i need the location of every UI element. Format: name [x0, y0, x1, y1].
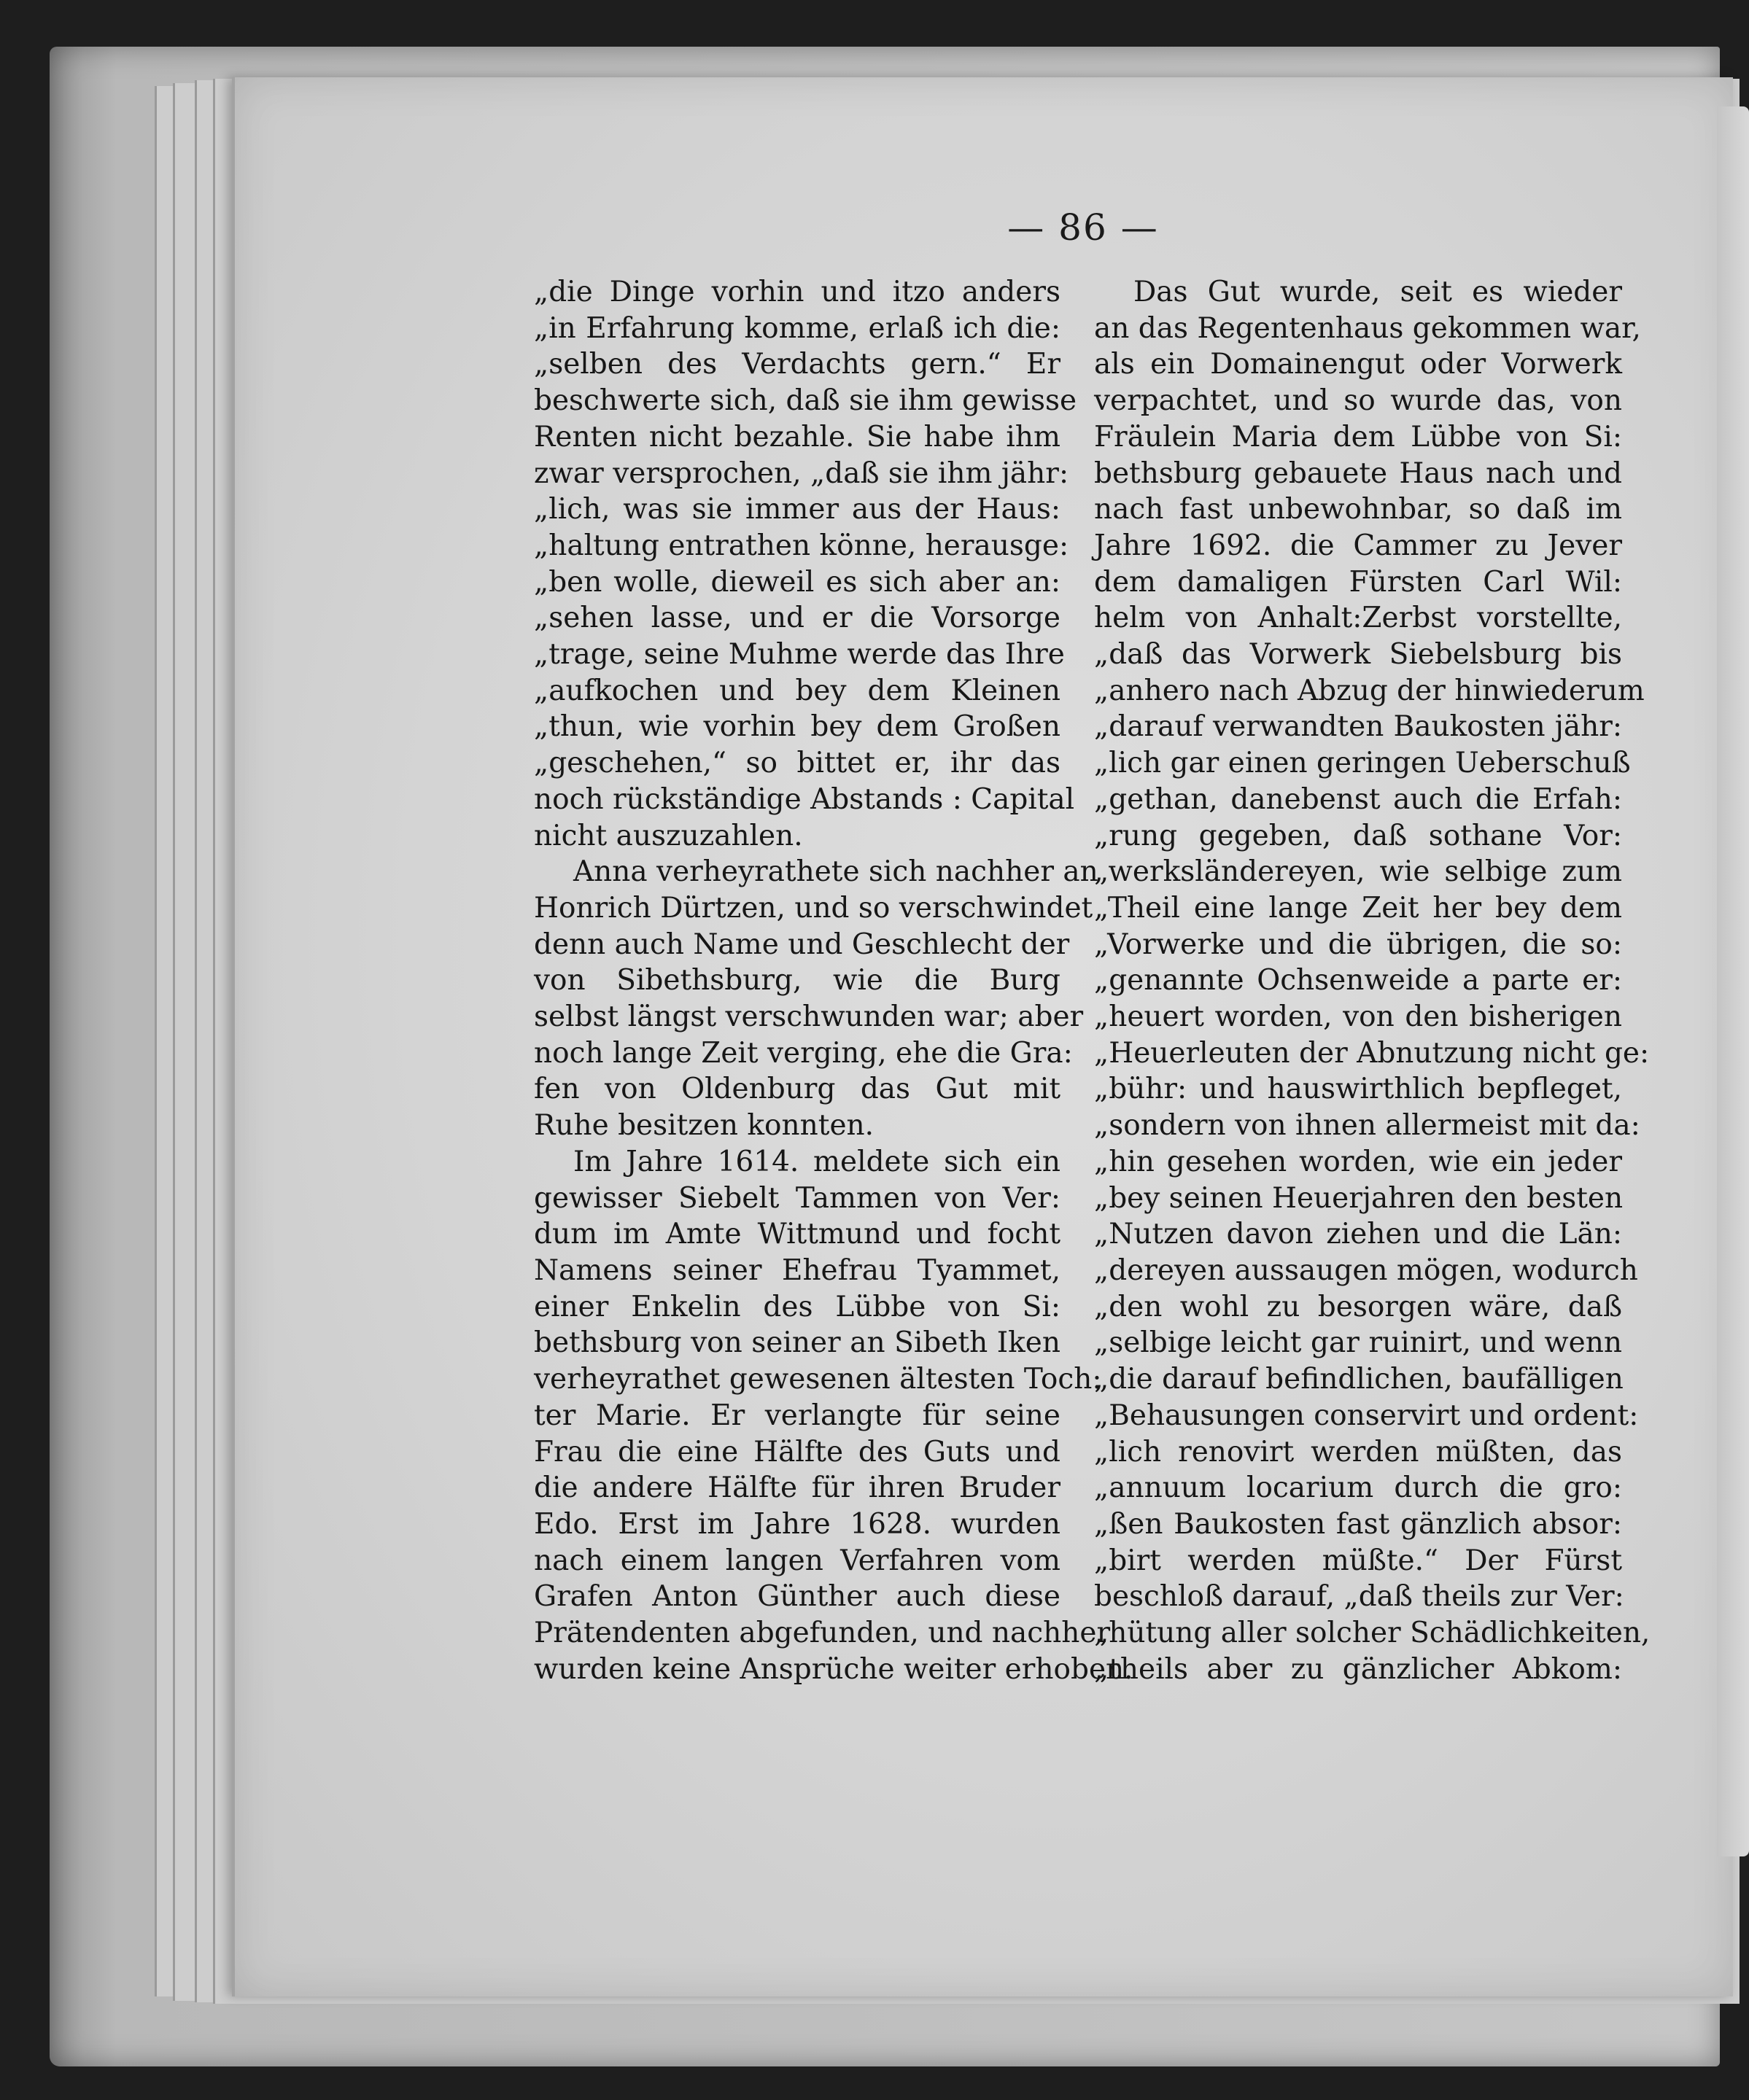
text-line: beschwerte sich, daß sie ihm gewisse	[534, 384, 1077, 418]
text-column-right	[1094, 274, 1651, 1687]
text-line: Edo. Erst im Jahre 1628. wurden	[534, 1507, 1060, 1541]
text-line: einer Enkelin des Lübbe von Si:	[534, 1290, 1060, 1323]
text-line: gewisser Siebelt Tammen von Ver:	[534, 1181, 1060, 1215]
text-line: „ßen Baukosten fast gänzlich absor:	[1094, 1507, 1622, 1541]
text-line: wurden keine Ansprüche weiter erhoben.	[534, 1652, 1133, 1686]
text-line: „geschehen,“ so bittet er, ihr das	[534, 747, 1060, 780]
text-line: „Nutzen davon ziehen und die Län:	[1094, 1218, 1622, 1251]
text-line: „dereyen aussaugen mögen, wodurch	[1094, 1253, 1638, 1287]
text-line: „lich, was sie immer aus der Haus:	[534, 493, 1060, 526]
text-line: „Behausungen conservirt und ordent:	[1094, 1399, 1639, 1432]
text-line: „gethan, danebenst auch die Erfah:	[1094, 782, 1622, 816]
text-line: „lich gar einen geringen Ueberschuß	[1094, 747, 1631, 780]
page-fore-edge	[1717, 106, 1749, 1856]
text-line: selbst längst verschwunden war; aber	[534, 1000, 1084, 1034]
text-line: „trage, seine Muhme werde das Ihre	[534, 638, 1065, 672]
text-line: „thun, wie vorhin bey dem Großen	[534, 710, 1060, 744]
text-line: „darauf verwandten Baukosten jähr:	[1094, 710, 1622, 744]
text-line: Anna verheyrathete sich nachher an	[573, 855, 1098, 889]
text-line: dum im Amte Wittmund und focht	[534, 1218, 1060, 1251]
text-line: „lich renovirt werden müßten, das	[1094, 1435, 1622, 1469]
text-line: fen von Oldenburg das Gut mit	[534, 1073, 1060, 1106]
text-line: ter Marie. Er verlangte für seine	[534, 1399, 1060, 1432]
text-line: „hin gesehen worden, wie ein jeder	[1094, 1145, 1622, 1178]
text-line: bethsburg gebauete Haus nach und	[1094, 456, 1622, 490]
text-line: „Theil eine lange Zeit her bey dem	[1094, 891, 1622, 925]
text-line: Namens seiner Ehefrau Tyammet,	[534, 1253, 1060, 1287]
text-line: „hütung aller solcher Schädlichkeiten,	[1094, 1617, 1651, 1650]
text-column-left	[534, 274, 1133, 1687]
text-line: „haltung entrathen könne, herausge:	[534, 529, 1069, 562]
text-line: „genannte Ochsenweide a parte er:	[1094, 964, 1622, 998]
text-line: „ben wolle, dieweil es sich aber an:	[534, 565, 1060, 599]
text-line: nach fast unbewohnbar, so daß im	[1094, 493, 1622, 526]
text-line: „die darauf befindlichen, baufälligen	[1094, 1363, 1624, 1396]
text-line: „bey seinen Heuerjahren den besten	[1094, 1181, 1624, 1215]
text-line: „sehen lasse, und er die Vorsorge	[534, 602, 1060, 635]
text-line: Renten nicht bezahle. Sie habe ihm	[534, 420, 1060, 454]
text-line: „rung gegeben, daß sothane Vor:	[1094, 819, 1622, 852]
page-number: — 86 —	[1007, 206, 1159, 249]
text-line: nicht auszuzahlen.	[534, 819, 803, 852]
text-line: „werksländereyen, wie selbige zum	[1094, 855, 1622, 889]
text-line: denn auch Name und Geschlecht der	[534, 928, 1070, 961]
text-line: „in Erfahrung komme, erlaß ich die:	[534, 311, 1060, 345]
text-line: „Heuerleuten der Abnutzung nicht ge:	[1094, 1036, 1650, 1070]
text-line: Prätendenten abgefunden, und nachher	[534, 1617, 1111, 1650]
text-line: helm von Anhalt:Zerbst vorstellte,	[1094, 602, 1622, 635]
text-line: Jahre 1692. die Cammer zu Jever	[1094, 529, 1622, 562]
text-line: „daß das Vorwerk Siebelsburg bis	[1094, 638, 1622, 672]
text-line: beschloß darauf, „daß theils zur Ver:	[1094, 1580, 1624, 1614]
text-line: „die Dinge vorhin und itzo anders	[534, 276, 1060, 308]
text-line: von Sibethsburg, wie die Burg	[534, 964, 1060, 998]
text-line: als ein Domainengut oder Vorwerk	[1094, 348, 1622, 381]
text-line: noch rückständige Abstands : Capital	[534, 782, 1075, 816]
text-line: „aufkochen und bey dem Kleinen	[534, 674, 1060, 707]
text-line: bethsburg von seiner an Sibeth Iken	[534, 1326, 1060, 1360]
text-line: Frau die eine Hälfte des Guts und	[534, 1435, 1060, 1469]
text-line: Fräulein Maria dem Lübbe von Si:	[1094, 420, 1622, 454]
text-line: zwar versprochen, „daß sie ihm jähr:	[534, 456, 1069, 490]
text-line: Honrich Dürtzen, und so verschwindet	[534, 891, 1093, 925]
text-line: „anhero nach Abzug der hinwiederum	[1094, 674, 1645, 707]
text-line: „heuert worden, von den bisherigen	[1094, 1000, 1622, 1034]
text-line: Im Jahre 1614. meldete sich ein	[573, 1145, 1060, 1178]
text-line: Das Gut wurde, seit es wieder	[1133, 276, 1622, 308]
text-line: Ruhe besitzen konnten.	[534, 1109, 874, 1143]
text-line: nach einem langen Verfahren vom	[534, 1544, 1060, 1577]
text-line: „sondern von ihnen allermeist mit da:	[1094, 1109, 1640, 1143]
text-line: Grafen Anton Günther auch diese	[534, 1580, 1060, 1614]
text-line: an das Regentenhaus gekommen war,	[1094, 311, 1641, 345]
text-line: verheyrathet gewesenen ältesten Toch:	[534, 1363, 1102, 1396]
text-line: „bühr: und hauswirthlich bepfleget,	[1094, 1073, 1622, 1106]
text-line: „theils aber zu gänzlicher Abkom:	[1094, 1652, 1622, 1686]
text-line: „Vorwerke und die übrigen, die so:	[1094, 928, 1622, 961]
text-line: „birt werden müßte.“ Der Fürst	[1094, 1544, 1622, 1577]
text-line: „annuum locarium durch die gro:	[1094, 1471, 1622, 1505]
text-line: verpachtet, und so wurde das, von	[1094, 384, 1622, 418]
text-line: die andere Hälfte für ihren Bruder	[534, 1471, 1060, 1505]
text-line: dem damaligen Fürsten Carl Wil:	[1094, 565, 1622, 599]
text-line: noch lange Zeit verging, ehe die Gra:	[534, 1036, 1073, 1070]
text-line: „den wohl zu besorgen wäre, daß	[1094, 1290, 1622, 1323]
text-line: „selben des Verdachts gern.“ Er	[534, 348, 1060, 381]
text-line: „selbige leicht gar ruinirt, und wenn	[1094, 1326, 1622, 1360]
